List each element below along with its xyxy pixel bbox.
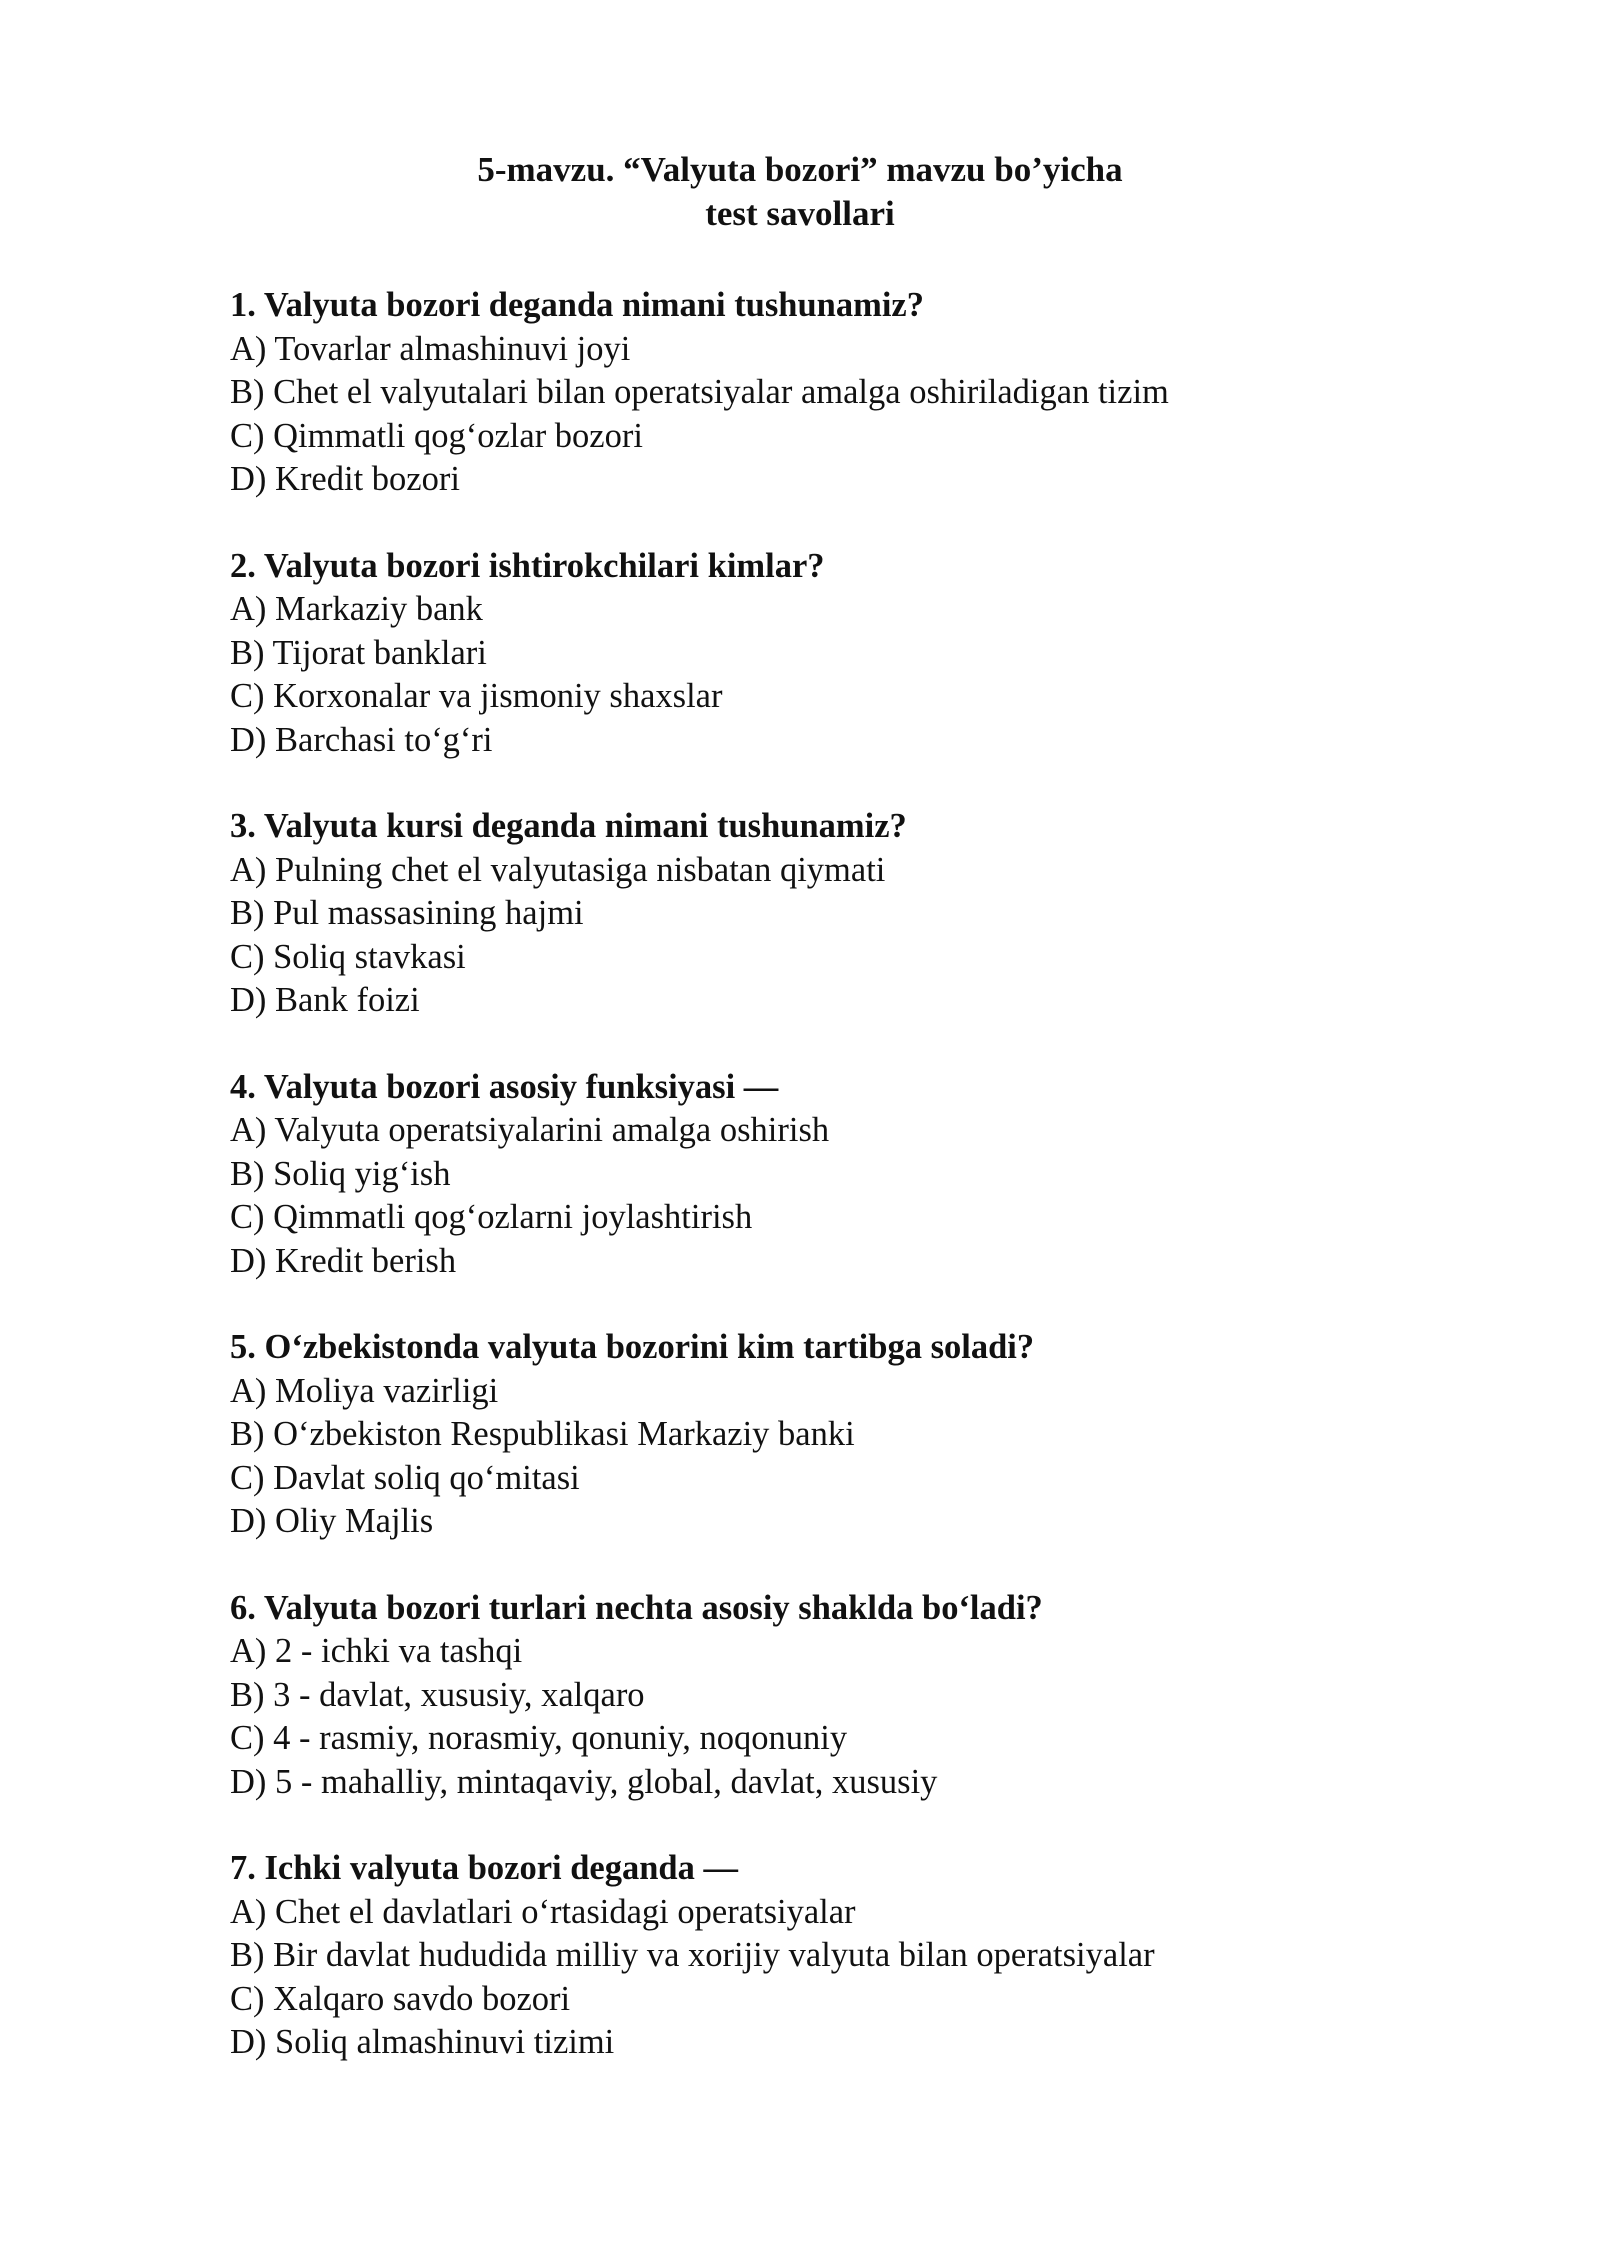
question-text: 2. Valyuta bozori ishtirokchilari kimlar?: [230, 546, 825, 585]
question-text: 1. Valyuta bozori deganda nimani tushunamiz?: [230, 286, 924, 324]
option-a: A) Markaziy bank: [230, 590, 483, 628]
option-d: D) 5 - mahalliy, mintaqaviy, global, davlat, xususiy: [230, 1762, 938, 1801]
question-5: [230, 1326, 1430, 1544]
option-b: B) Chet el valyutalari bilan operatsiyalar amalga oshiriladigan tizim: [230, 373, 1169, 411]
title-line-2: test savollari: [705, 194, 895, 233]
question-7: [230, 1847, 1430, 2065]
option-d: D) Kredit bozori: [230, 460, 460, 498]
page-title: [0, 148, 1600, 236]
question-text: 3. Valyuta kursi deganda nimani tushunamiz?: [230, 807, 907, 845]
option-c: C) Korxonalar va jismoniy shaxslar: [230, 677, 723, 715]
option-a: A) Tovarlar almashinuvi joyi: [230, 329, 631, 368]
question-text: 5. O‘zbekistonda valyuta bozorini kim tartibga soladi?: [230, 1328, 1035, 1366]
question-4: [230, 1066, 1430, 1284]
question-3: [230, 805, 1430, 1023]
option-c: C) 4 - rasmiy, norasmiy, qonuniy, noqonuniy: [230, 1719, 848, 1757]
option-c: C) Qimmatli qog‘ozlarni joylashtirish: [230, 1198, 753, 1236]
question-1: [230, 284, 1430, 502]
question-text: 4. Valyuta bozori asosiy funksiyasi —: [230, 1067, 779, 1106]
option-c: C) Davlat soliq qo‘mitasi: [230, 1458, 580, 1497]
option-d: D) Soliq almashinuvi tizimi: [230, 2023, 615, 2061]
option-c: C) Qimmatli qog‘ozlar bozori: [230, 416, 643, 455]
option-d: D) Kredit berish: [230, 1241, 457, 1280]
option-b: B) Bir davlat hududida milliy va xorijiy valyuta bilan operatsiyalar: [230, 1936, 1155, 1974]
option-c: C) Soliq stavkasi: [230, 937, 466, 976]
question-6: [230, 1587, 1430, 1805]
option-a: A) 2 - ichki va tashqi: [230, 1632, 523, 1670]
option-b: B) Pul massasining hajmi: [230, 894, 584, 932]
option-b: B) 3 - davlat, xususiy, xalqaro: [230, 1675, 645, 1714]
question-text: 6. Valyuta bozori turlari nechta asosiy shaklda bo‘ladi?: [230, 1588, 1043, 1627]
question-2: [230, 545, 1430, 763]
option-b: B) Tijorat banklari: [230, 633, 487, 672]
option-a: A) Chet el davlatlari o‘rtasidagi operatsiyalar: [230, 1892, 856, 1931]
option-a: A) Valyuta operatsiyalarini amalga oshirish: [230, 1111, 830, 1149]
option-c: C) Xalqaro savdo bozori: [230, 1979, 571, 2018]
question-list: [230, 284, 1430, 2108]
option-b: B) O‘zbekiston Respublikasi Markaziy banki: [230, 1415, 855, 1453]
question-text: 7. Ichki valyuta bozori deganda —: [230, 1849, 738, 1887]
option-d: D) Bank foizi: [230, 981, 420, 1019]
title-line-1: 5-mavzu. “Valyuta bozori” mavzu bo’yicha: [477, 150, 1123, 189]
option-d: D) Oliy Majlis: [230, 1502, 434, 1540]
option-d: D) Barchasi to‘g‘ri: [230, 720, 493, 759]
option-b: B) Soliq yig‘ish: [230, 1154, 451, 1193]
option-a: A) Moliya vazirligi: [230, 1371, 499, 1410]
option-a: A) Pulning chet el valyutasiga nisbatan qiymati: [230, 850, 886, 889]
